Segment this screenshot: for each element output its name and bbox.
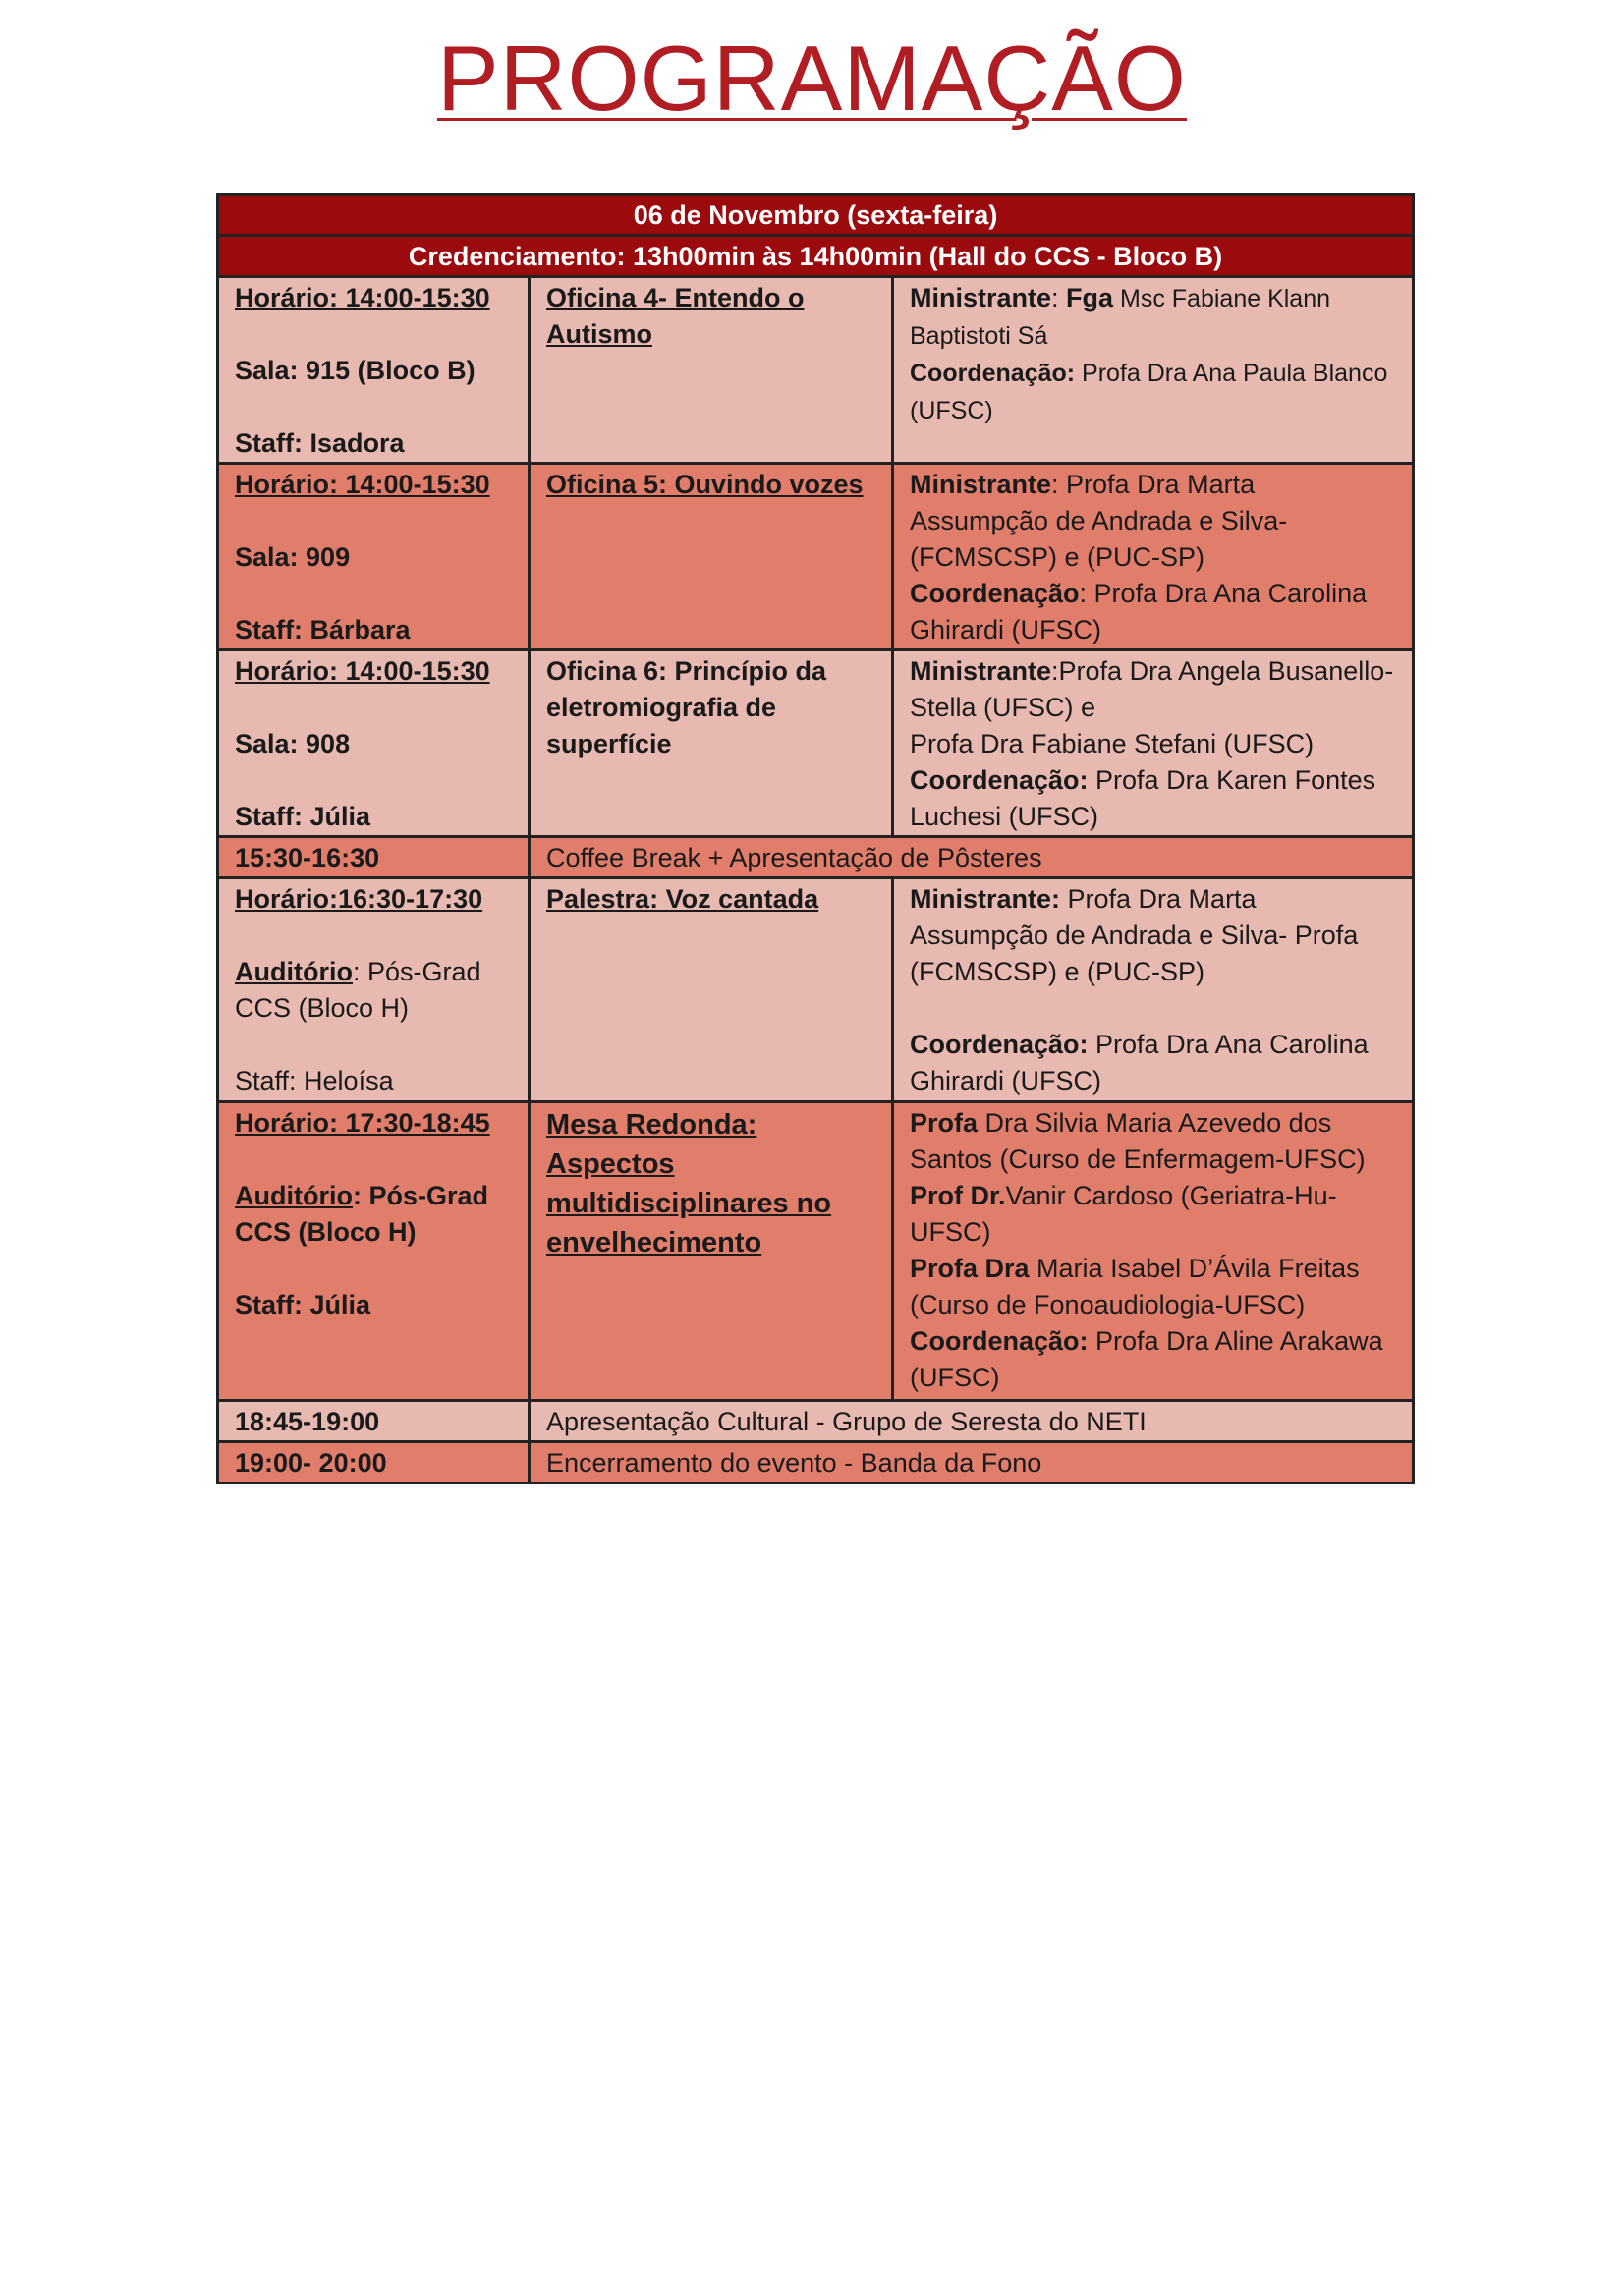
activity-cell <box>530 650 893 837</box>
room-label: Sala: 909 <box>235 542 351 572</box>
activity-title: Encerramento do evento - Banda da Fono <box>546 1448 1042 1478</box>
staff-label: Staff: Isadora <box>235 428 405 458</box>
minister-sep: : <box>1051 283 1067 312</box>
table-row <box>218 1102 1414 1401</box>
schedule-info-cell <box>218 464 530 650</box>
activity-cell <box>530 1401 1414 1442</box>
staff-label: Staff: Júlia <box>235 802 371 831</box>
time-label: Horário: 14:00-15:30 <box>235 283 490 312</box>
time-label: Horário:16:30-17:30 <box>235 884 483 914</box>
speakers-cell <box>893 878 1414 1102</box>
coord-name: Profa Dra Karen Fontes Luchesi (UFSC) <box>910 765 1376 831</box>
coord-name: Profa Dra Ana Carolina Ghirardi (UFSC) <box>910 1030 1369 1095</box>
speakers-cell <box>893 1102 1414 1401</box>
page-title <box>0 20 1624 138</box>
minister-name: : Profa Dra Marta Assumpção de Andrada e Silva- (FCMSCSP) e (PUC-SP) <box>910 470 1288 572</box>
minister-label: Ministrante: <box>910 884 1061 914</box>
panelist-name: Dra Silvia Maria Azevedo dos Santos (Curso de Enfermagem-UFSC) <box>910 1108 1366 1174</box>
activity-cell <box>530 878 893 1102</box>
time-label: Horário: 17:30-18:45 <box>235 1108 490 1138</box>
panelist-name: Vanir Cardoso (Geriatra-Hu-UFSC) <box>910 1181 1337 1247</box>
room-label: Sala: 908 <box>235 729 351 758</box>
speakers-cell <box>893 277 1414 464</box>
time-label: Horário: 14:00-15:30 <box>235 656 490 686</box>
registration-header: Credenciamento: 13h00min às 14h00min (Hall do CCS - Bloco B) <box>218 236 1414 277</box>
table-row <box>218 464 1414 650</box>
activity-title: Mesa Redonda: Aspectos multidisciplinares no envelhecimento <box>546 1109 832 1259</box>
activity-title: Palestra: Voz cantada <box>546 884 819 914</box>
schedule-info-cell <box>218 277 530 464</box>
minister-label: Ministrante <box>910 656 1052 686</box>
activity-cell <box>530 464 893 650</box>
minister-title: Fga <box>1066 283 1114 312</box>
activity-title: Coffee Break + Apresentação de Pôsteres <box>546 843 1042 872</box>
time-cell <box>218 837 530 878</box>
speakers-cell <box>893 650 1414 837</box>
schedule-info-cell <box>218 1102 530 1401</box>
schedule-info-cell <box>218 878 530 1102</box>
coord-label: Coordenação: <box>910 765 1089 795</box>
activity-cell <box>530 1442 1414 1484</box>
room-label: Auditório <box>235 1181 353 1210</box>
activity-cell <box>530 837 1414 878</box>
coord-name: : Profa Dra Ana Carolina Ghirardi (UFSC) <box>910 579 1368 644</box>
time-label: 15:30-16:30 <box>235 843 380 872</box>
coord-label: Coordenação: <box>910 360 1076 387</box>
minister-label: Ministrante <box>910 283 1052 312</box>
minister-label: Ministrante <box>910 470 1052 499</box>
activity-title: Oficina 6: Princípio da eletromiografia de superfície <box>546 656 827 758</box>
schedule-table <box>216 193 1415 1484</box>
room-name: : Pós-Grad CCS (Bloco H) <box>235 957 481 1023</box>
table-row <box>218 650 1414 837</box>
panelist-label: Profa <box>910 1108 979 1138</box>
table-row <box>218 878 1414 1102</box>
coord-name: Profa Dra Aline Arakawa (UFSC) <box>910 1326 1383 1392</box>
panelist-label: Profa Dra <box>910 1254 1030 1283</box>
table-row <box>218 1442 1414 1484</box>
schedule-info-cell <box>218 650 530 837</box>
staff-label: Staff: Heloísa <box>235 1066 394 1095</box>
registration-row <box>218 236 1414 277</box>
speakers-cell <box>893 464 1414 650</box>
coord-name: Profa Dra Ana Paula Blanco (UFSC) <box>910 360 1388 424</box>
table-row <box>218 277 1414 464</box>
minister-name: :Profa Dra Angela Busanello- Stella (UFSC) e <box>910 656 1394 722</box>
activity-cell <box>530 1102 893 1401</box>
minister-name: Msc Fabiane Klann Baptistoti Sá <box>910 285 1331 350</box>
activity-title: Oficina 5: Ouvindo vozes <box>546 470 864 499</box>
page-title-text: PROGRAMAÇÃO <box>436 27 1188 130</box>
room-name: : Pós-Grad CCS (Bloco H) <box>235 1181 489 1247</box>
time-label: 19:00- 20:00 <box>235 1448 387 1478</box>
minister-name: Profa Dra Marta Assumpção de Andrada e Silva- Profa (FCMSCSP) e (PUC-SP) <box>910 884 1359 986</box>
day-header: 06 de Novembro (sexta-feira) <box>218 195 1414 236</box>
table-row <box>218 837 1414 878</box>
room-label: Sala: 915 (Bloco B) <box>235 356 476 385</box>
activity-cell <box>530 277 893 464</box>
time-cell <box>218 1401 530 1442</box>
coord-label: Coordenação <box>910 579 1080 608</box>
time-label: 18:45-19:00 <box>235 1407 380 1436</box>
time-cell <box>218 1442 530 1484</box>
time-label: Horário: 14:00-15:30 <box>235 470 490 499</box>
room-label: Auditório <box>235 957 353 986</box>
panelist-label: Prof Dr. <box>910 1181 1006 1210</box>
minister-extra: Profa Dra Fabiane Stefani (UFSC) <box>910 729 1315 758</box>
staff-label: Staff: Bárbara <box>235 615 411 644</box>
activity-title: Apresentação Cultural - Grupo de Seresta do NETI <box>546 1407 1147 1436</box>
day-header-row <box>218 195 1414 236</box>
table-row <box>218 1401 1414 1442</box>
activity-title: Oficina 4- Entendo o Autismo <box>546 283 805 349</box>
staff-label: Staff: Júlia <box>235 1290 371 1319</box>
panelist-name: Maria Isabel D’Ávila Freitas (Curso de Fonoaudiologia-UFSC) <box>910 1254 1360 1319</box>
coord-label: Coordenação: <box>910 1030 1089 1059</box>
coord-label: Coordenação: <box>910 1326 1089 1356</box>
